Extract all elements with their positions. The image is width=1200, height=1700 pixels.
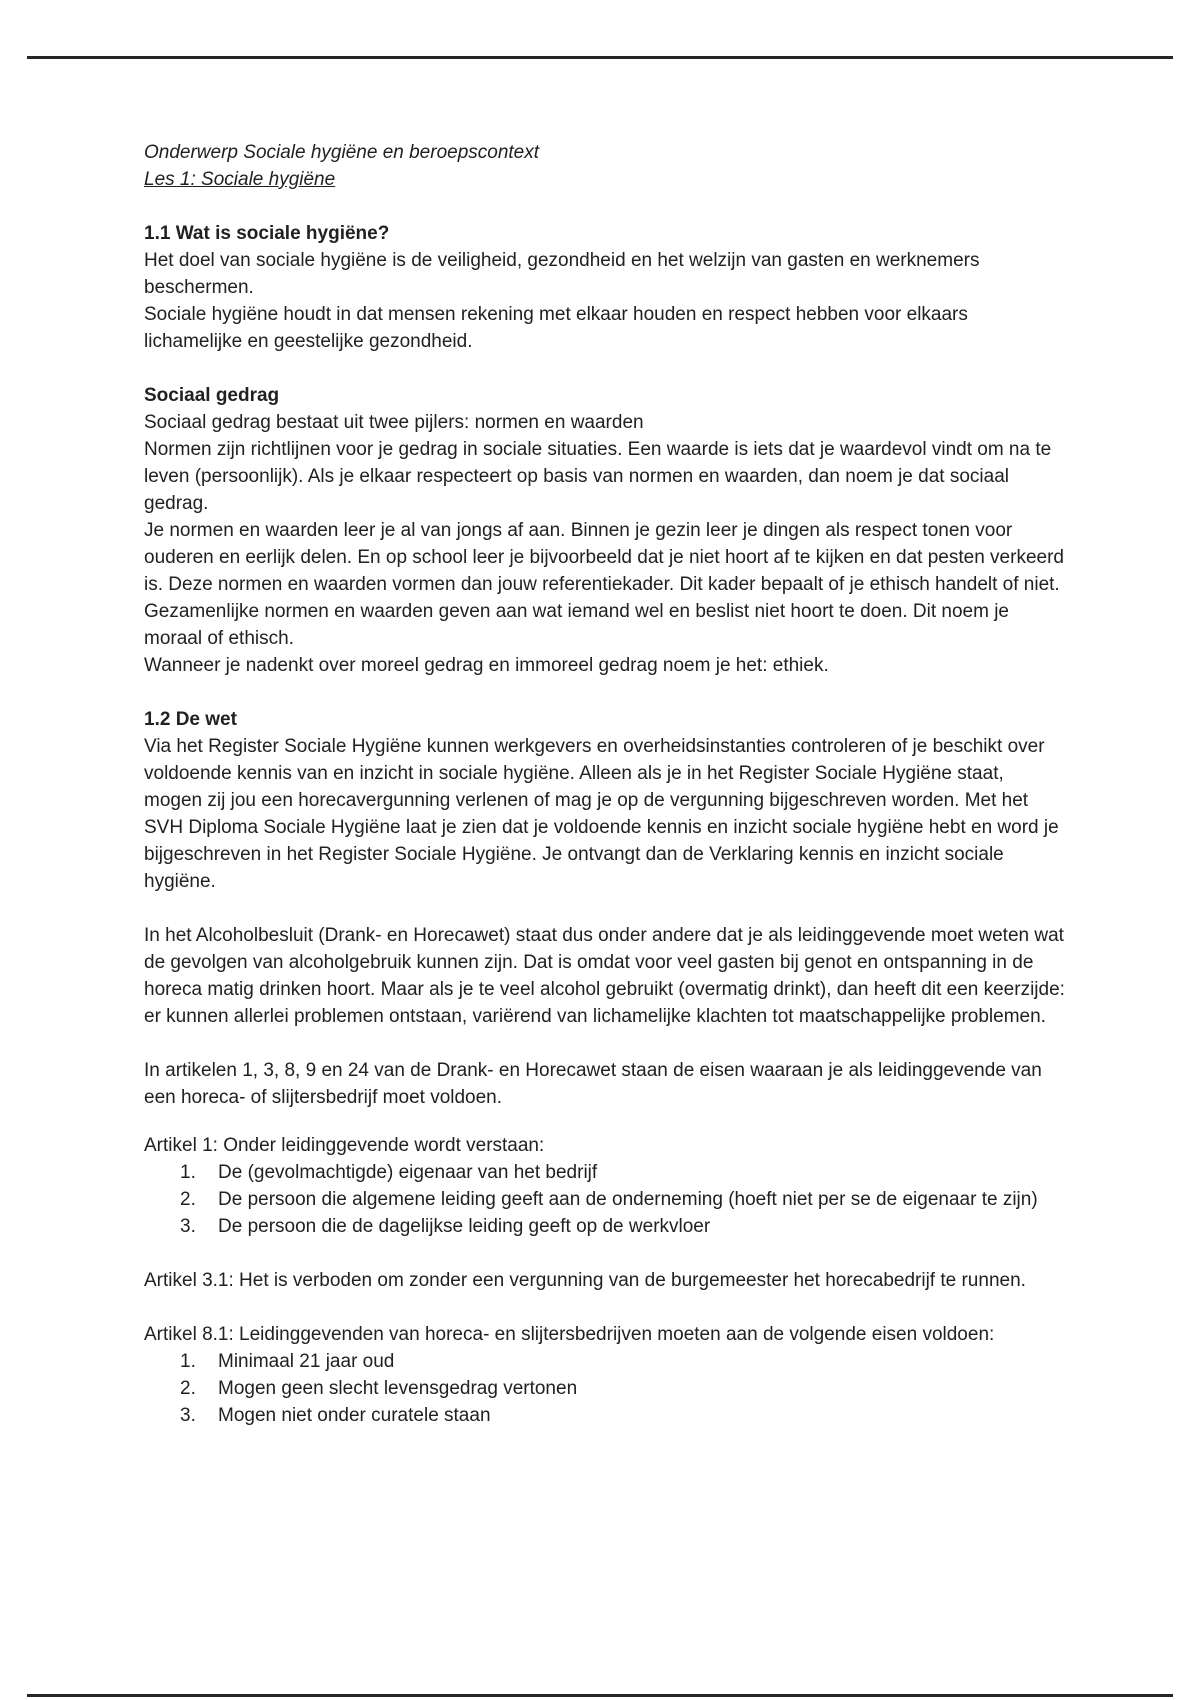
artikel-1-list [144, 1159, 1066, 1240]
document-body [144, 139, 1066, 1429]
paragraph-pijlers: Sociaal gedrag bestaat uit twee pijlers: normen en waarden [144, 412, 644, 433]
artikel-1-item: De persoon die de dagelijkse leiding geeft op de werkvloer [218, 1216, 711, 1237]
artikel-1-item: De (gevolmachtigde) eigenaar van het bedrijf [218, 1162, 598, 1183]
artikel-8-1-list [144, 1348, 1066, 1429]
artikel-8-1-item: Mogen niet onder curatele staan [218, 1405, 491, 1426]
lesson-title: Les 1: Sociale hygiëne [144, 169, 336, 190]
paragraph-normen: Normen zijn richtlijnen voor je gedrag in sociale situaties. Een waarde is iets dat je waardevol vindt om na te leven (persoonlijk). Als je elkaar respecteert op basis van normen en waarden, dan noem je dat sociaal gedrag. [144, 439, 1052, 514]
section-heading-sociaal-gedrag: Sociaal gedrag [144, 385, 280, 406]
artikel-1-intro: Artikel 1: Onder leidinggevende wordt verstaan: [144, 1135, 545, 1156]
artikel-3-1: Artikel 3.1: Het is verboden om zonder een vergunning van de burgemeester het horecabedrijf te runnen. [144, 1270, 1026, 1291]
section-heading-1-2: 1.2 De wet [144, 709, 237, 730]
paragraph-houdt-in: Sociale hygiëne houdt in dat mensen rekening met elkaar houden en respect hebben voor elkaars lichamelijke en geestelijke gezondheid. [144, 304, 968, 352]
paragraph-artikelen: In artikelen 1, 3, 8, 9 en 24 van de Drank- en Horecawet staan de eisen waaraan je als leidinggevende van een horeca- of slijtersbedrijf moet voldoen. [144, 1060, 1042, 1108]
paragraph-referentiekader: Je normen en waarden leer je al van jongs af aan. Binnen je gezin leer je dingen als respect tonen voor ouderen en eerlijk delen. En op school leer je bijvoorbeeld dat je niet hoort af te kijken en dat pesten verkeerd is. Deze normen en waarden vormen dan jouw referentiekader. Dit kader bepaalt of je ethisch handelt of niet. [144, 520, 1064, 595]
section-heading-1-1: 1.1 Wat is sociale hygiëne? [144, 223, 390, 244]
bottom-page-rule [27, 1694, 1173, 1697]
paragraph-moraal: Gezamenlijke normen en waarden geven aan wat iemand wel en beslist niet hoort te doen. Dit noem je moraal of ethisch. [144, 601, 1010, 649]
paragraph-alcoholbesluit: In het Alcoholbesluit (Drank- en Horecawet) staat dus onder andere dat je als leidinggevende moet weten wat de gevolgen van alcoholgebruik kunnen zijn. Dat is omdat voor veel gasten bij genot en ontspanning in de horeca matig drinken hoort. Maar als je te veel alcohol gebruikt (overmatig drinkt), dan heeft dit een keerzijde: er kunnen allerlei problemen ontstaan, variërend van lichamelijke klachten tot maatschappelijke problemen. [144, 925, 1065, 1027]
artikel-1-item: De persoon die algemene leiding geeft aan de onderneming (hoeft niet per se de eigenaar te zijn) [218, 1189, 1038, 1210]
artikel-8-1-item: Mogen geen slecht levensgedrag vertonen [218, 1378, 578, 1399]
artikel-8-1-intro: Artikel 8.1: Leidinggevenden van horeca- en slijtersbedrijven moeten aan de volgende eisen voldoen: [144, 1324, 995, 1345]
subject-line: Onderwerp Sociale hygiëne en beroepscontext [144, 142, 540, 163]
artikel-8-1-item: Minimaal 21 jaar oud [218, 1351, 395, 1372]
top-page-rule [27, 56, 1173, 59]
paragraph-ethiek: Wanneer je nadenkt over moreel gedrag en immoreel gedrag noem je het: ethiek. [144, 655, 829, 676]
paragraph-doel: Het doel van sociale hygiëne is de veiligheid, gezondheid en het welzijn van gasten en werknemers beschermen. [144, 250, 980, 298]
paragraph-register: Via het Register Sociale Hygiëne kunnen werkgevers en overheidsinstanties controleren of je beschikt over voldoende kennis van en inzicht in sociale hygiëne. Alleen als je in het Register Sociale Hygiëne staat, mogen zij jou een horecavergunning verlenen of mag je op de vergunning bijgeschreven worden. Met het SVH Diploma Sociale Hygiëne laat je zien dat je voldoende kennis en inzicht sociale hygiëne hebt en word je bijgeschreven in het Register Sociale Hygiëne. Je ontvangt dan de Verklaring kennis en inzicht sociale hygiëne. [144, 736, 1059, 892]
